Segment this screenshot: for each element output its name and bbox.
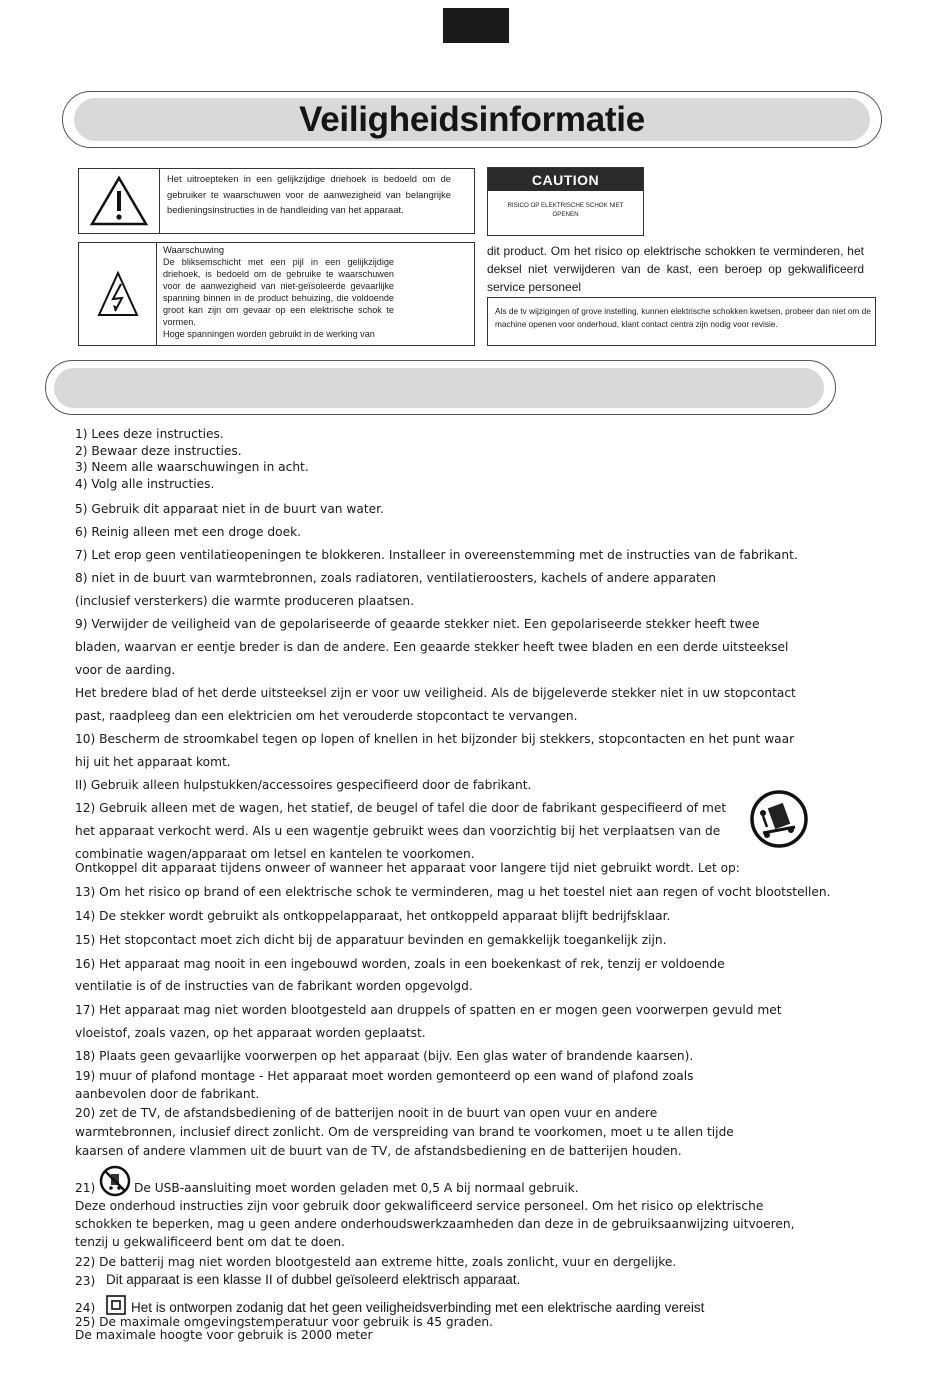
exclamation-warning-text: Het uitroepteken in een gelijkzijdige driehoek is bedoeld om de gebruiker te waarschuwen voor de aanwezigheid van belangrijke bedieningsinstructies in de handleiding van het apparaat. [167,173,451,215]
instruction-line: kaarsen of andere vlammen uit de buurt van de TV, de afstandsbediening en de batterijen houden. [75,1144,682,1158]
instruction-line: voor de aarding. [75,663,176,677]
instruction-line: 10) Bescherm de stroomkabel tegen op lopen of knellen in het bijzonder bij stekkers, stopcontacten en het punt waar [75,732,795,746]
instruction-line: combinatie wagen/apparaat om letsel en kantelen te voorkomen. [75,847,475,861]
instruction-line: 25) De maximale omgevingstemperatuur voor gebruik is 45 graden. [75,1315,493,1329]
instruction-line: 19) muur of plafond montage - Het apparaat moet worden gemonteerd op een wand of plafond zoals [75,1069,694,1083]
instruction-line: 17) Het apparaat mag niet worden blootgesteld aan druppels of spatten en er mogen geen voorwerpen gevuld met [75,1003,782,1017]
instruction-number: 24) [75,1301,96,1315]
instruction-line: De maximale hoogte voor gebruik is 2000 meter [75,1328,373,1342]
caution-label: CAUTION [488,168,643,191]
instruction-line: past, raadpleeg dan een elektricien om het verouderde stopcontact te vervangen. [75,709,578,723]
instruction-line: 3) Neem alle waarschuwingen in acht. [75,460,309,474]
instruction-line: schokken te beperken, mag u geen andere onderhoudswerkzaamheden dan deze in de gebruiksaanwijzing uitvoeren, [75,1217,795,1231]
instruction-line: 13) Om het risico op brand of een elektrische schok te verminderen, mag u het toestel niet aan regen of vocht blootstellen. [75,885,831,899]
instruction-line: 7) Let erop geen ventilatieopeningen te blokkeren. Installeer in overeenstemming met de instructies van de fabrikant. [75,548,798,562]
lightning-warning-last-line: Hoge spanningen worden gebruikt in de werking van [163,329,375,339]
instruction-line: Het bredere blad of het derde uitsteeksel zijn er voor uw veiligheid. Als de bijgeleverde stekker niet in uw stopcontact [75,686,796,700]
instruction-line: De USB-aansluiting moet worden geladen met 0,5 A bij normaal gebruik. [134,1181,579,1195]
title-banner [74,98,870,141]
section-banner [54,368,824,408]
instruction-line: ventilatie is of de instructies van de fabrikant worden opgevolgd. [75,979,473,993]
lightning-warning-box [78,242,475,346]
instruction-line: warmtebronnen, inclusief direct zonlicht. Om de verspreiding van brand te voorkomen, moet u te allen tijde [75,1125,734,1139]
instruction-line: 15) Het stopcontact moet zich dicht bij de apparatuur bevinden en gemakkelijk toegankelijk zijn. [75,933,667,947]
service-notice-box: Als de tv wijzigingen of grove instelling, kunnen elektrische schokken kwetsen, probeer dan niet om de machine openen voor onderhoud, klant contact centra zijn nodig voor revisie. [487,297,876,346]
no-cart-prohibited-icon [99,1165,131,1197]
cart-tip-over-warning-icon [749,789,809,849]
caution-box [487,167,644,236]
instruction-line: 5) Gebruik dit apparaat niet in de buurt van water. [75,502,384,516]
instruction-number: 21) [75,1181,96,1195]
instruction-line: 14) De stekker wordt gebruikt als ontkoppelapparaat, het ontkoppeld apparaat blijft bedrijfsklaar. [75,909,671,923]
warning-exclamation-triangle-icon [79,169,160,233]
instruction-line: 18) Plaats geen gevaarlijke voorwerpen op het apparaat (bijv. Een glas water of brandende kaarsen). [75,1049,694,1063]
instruction-line: II) Gebruik alleen hulpstukken/accessoires gespecifieerd door de fabrikant. [75,778,532,792]
instruction-line: 12) Gebruik alleen met de wagen, het statief, de beugel of tafel die door de fabrikant gespecifieerd of met [75,801,727,815]
instruction-line: (inclusief versterkers) die warmte produceren plaatsen. [75,594,415,608]
lightning-bolt-triangle-icon [79,243,157,345]
header-tab [443,8,509,43]
instruction-line: Deze onderhoud instructies zijn voor gebruik door gekwalificeerd service personeel. Om het risico op elektrische [75,1199,764,1213]
instruction-line: Ontkoppel dit apparaat tijdens onweer of wanneer het apparaat voor langere tijd niet gebruikt wordt. Let op: [75,861,740,875]
exclamation-warning-box [78,168,475,234]
instruction-line: 8) niet in de buurt van warmtebronnen, zoals radiatoren, ventilatieroosters, kachels of andere apparaten [75,571,716,585]
instruction-line: 4) Volg alle instructies. [75,477,215,491]
instruction-line: vloeistof, zoals vazen, op het apparaat worden geplaatst. [75,1026,426,1040]
lightning-warning-heading: Waarschuwing [163,244,225,255]
instruction-line: hij uit het apparaat komt. [75,755,231,769]
instruction-line: aanbevolen door de fabrikant. [75,1087,260,1101]
instruction-line: 6) Reinig alleen met een droge doek. [75,525,302,539]
continuation-paragraph: dit product. Om het risico op elektrische schokken te verminderen, het deksel niet verwijderen van de kast, een beroep op gekwalificeerd service personeel [487,244,864,294]
page-title: Veiligheidsinformatie [299,99,645,139]
instruction-line: 16) Het apparaat mag nooit in een ingebouwd worden, zoals in een boekenkast of rek, tenzij er voldoende [75,957,725,971]
class-ii-double-square-icon [106,1295,126,1315]
instruction-line: 2) Bewaar deze instructies. [75,444,242,458]
instruction-line: bladen, waarvan er eentje breder is dan de andere. Een geaarde stekker heeft twee bladen en een derde uitsteeksel [75,640,789,654]
instruction-line: tenzij u gekwalificeerd bent om dat te doen. [75,1235,346,1249]
caution-text: RISICO OP ELEKTRISCHE SCHOK NIET OPENEN [507,202,624,218]
instruction-line: 9) Verwijder de veiligheid van de gepolariseerde of geaarde stekker niet. Een gepolariseerde stekker heeft twee [75,617,760,631]
instruction-line: 22) De batterij mag niet worden blootgesteld aan extreme hitte, zoals zonlicht, vuur en dergelijke. [75,1255,677,1269]
instruction-line: het apparaat verkocht werd. Als u een wagentje gebruikt wees dan voorzichtig bij het verplaatsen van de [75,824,721,838]
instruction-line: Dit apparaat is een klasse II of dubbel geïsoleerd elektrisch apparaat. [106,1272,521,1287]
lightning-warning-text: De bliksemschicht met een pijl in een gelijkzijdige driehoek, is bedoeld om de gebruike te waarschuwen voor de aanwezigheid van niet-geïsoleerde gevaarlijke spanning binnen in de product behuizing, die voldoende groot kan zijn om gevaar op een elektrische schok te vormen. [163,257,394,327]
instruction-line: 20) zet de TV, de afstandsbediening of de batterijen nooit in de buurt van open vuur en andere [75,1106,658,1120]
instruction-line: Het is ontworpen zodanig dat het geen veiligheidsverbinding met een elektrische aarding vereist [131,1300,705,1315]
instruction-number: 23) [75,1274,96,1288]
instruction-line: 1) Lees deze instructies. [75,427,224,441]
